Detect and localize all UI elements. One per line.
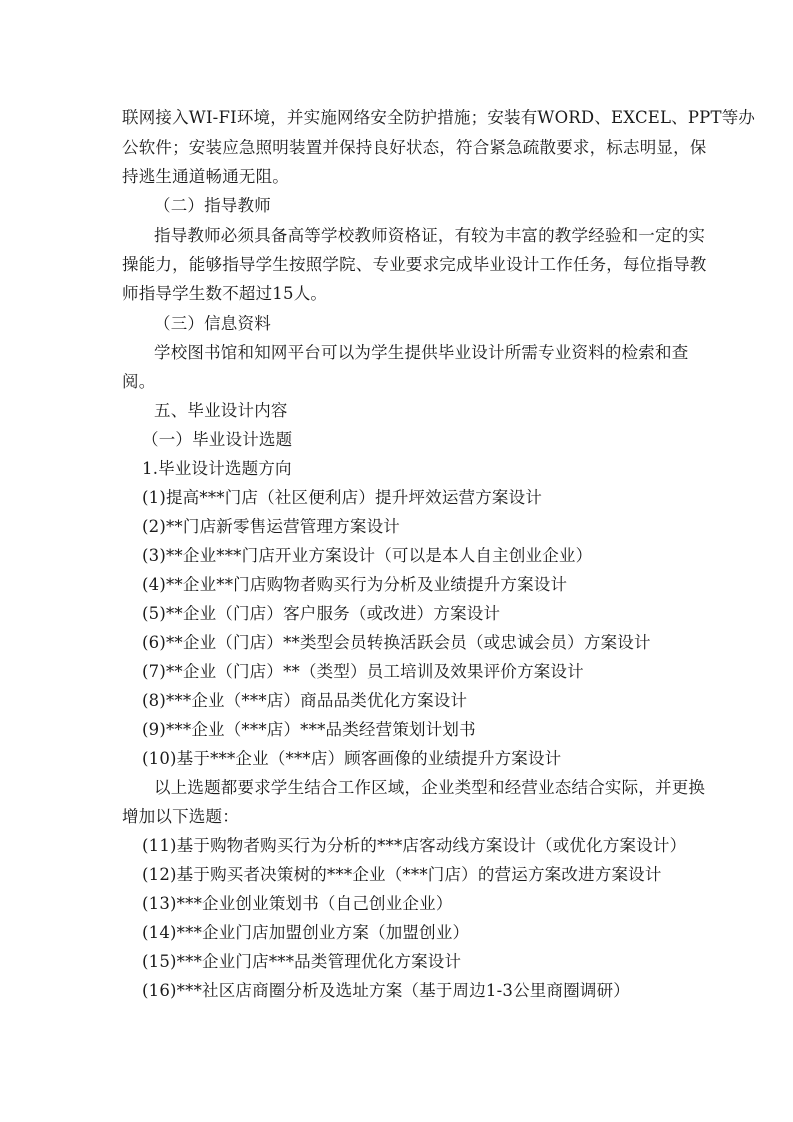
teacher-line-1: 指导教师必须具备高等学校教师资格证，有较为丰富的教学经验和一定的实 xyxy=(154,226,706,245)
info-heading: （三）信息资料 xyxy=(154,314,271,333)
topic-item: (4)**企业**门店购物者购买行为分析及业绩提升方案设计 xyxy=(142,575,568,594)
topic-item: (3)**企业***门店开业方案设计（可以是本人自主创业企业） xyxy=(142,546,593,565)
topic-item: (12)基于购买者决策树的***企业（***门店）的营运方案改进方案设计 xyxy=(142,865,662,884)
teacher-line-2: 操能力，能够指导学生按照学院、专业要求完成毕业设计工作任务，每位指导教 xyxy=(122,255,707,274)
teacher-line-3: 师指导学生数不超过15人。 xyxy=(122,284,328,303)
topic-item: (13)***企业创业策划书（自己创业企业） xyxy=(142,894,453,913)
topic-item: (14)***企业门店加盟创业方案（加盟创业） xyxy=(142,923,470,942)
topic-item: (15)***企业门店***品类管理优化方案设计 xyxy=(142,952,462,971)
topic-item: (9)***企业（***店）***品类经营策划计划书 xyxy=(142,720,476,739)
topic-item: (7)**企业（门店）**（类型）员工培训及效果评价方案设计 xyxy=(142,662,584,681)
topic-item: (1)提高***门店（社区便利店）提升坪效运营方案设计 xyxy=(142,488,543,507)
intro-line-1: 联网接入WI-FI环境，并实施网络安全防护措施；安装有WORD、EXCEL、PPT等办 xyxy=(122,108,756,127)
topic-selection-heading: （一）毕业设计选题 xyxy=(142,430,293,449)
topic-item: (6)**企业（门店）**类型会员转换活跃会员（或忠诚会员）方案设计 xyxy=(142,633,651,652)
topic-item: (2)**门店新零售运营管理方案设计 xyxy=(142,517,400,536)
note-line-2: 增加以下选题： xyxy=(122,807,239,826)
section-five-heading: 五、毕业设计内容 xyxy=(154,401,288,420)
topic-item: (16)***社区店商圈分析及选址方案（基于周边1-3公里商圈调研） xyxy=(142,981,630,1000)
info-line-1: 学校图书馆和知网平台可以为学生提供毕业设计所需专业资料的检索和查 xyxy=(154,343,689,362)
topic-item: (11)基于购物者购买行为分析的***店客动线方案设计（或优化方案设计） xyxy=(142,836,687,855)
topic-direction-heading: 1.毕业设计选题方向 xyxy=(142,459,292,478)
topic-item: (5)**企业（门店）客户服务（或改进）方案设计 xyxy=(142,604,501,623)
intro-line-3: 持逃生通道畅通无阻。 xyxy=(122,167,289,186)
topic-item: (8)***企业（***店）商品品类优化方案设计 xyxy=(142,691,468,710)
intro-line-2: 公软件；安装应急照明装置并保持良好状态，符合紧急疏散要求，标志明显，保 xyxy=(122,138,707,157)
teacher-heading: （二）指导教师 xyxy=(154,196,271,215)
note-line-1: 以上选题都要求学生结合工作区域，企业类型和经营业态结合实际，并更换 xyxy=(154,778,706,797)
info-line-2: 阅。 xyxy=(122,372,156,391)
topic-item: (10)基于***企业（***店）顾客画像的业绩提升方案设计 xyxy=(142,749,562,768)
